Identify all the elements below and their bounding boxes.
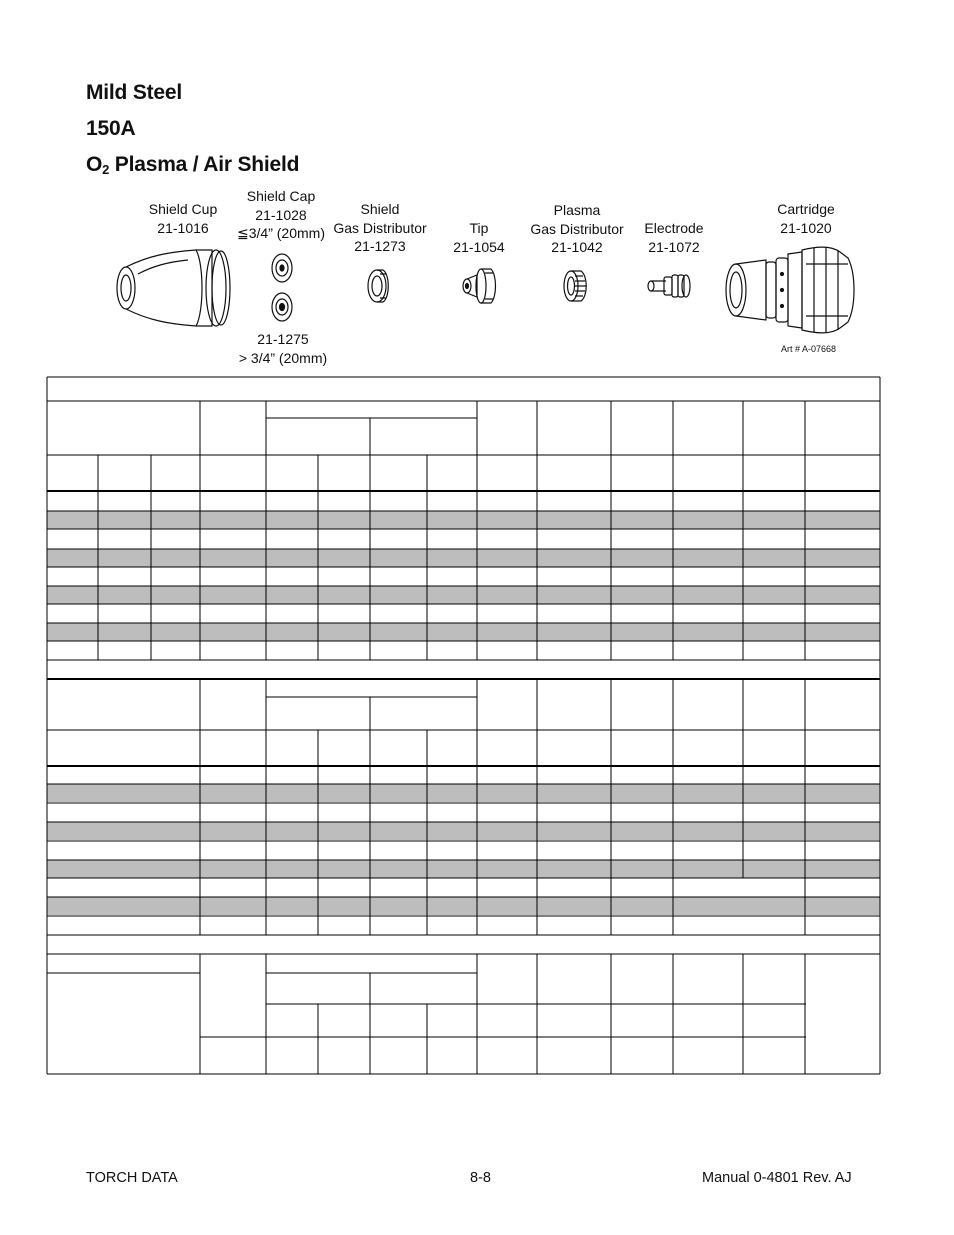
- art-number: Art # A-07668: [781, 344, 837, 354]
- shaded-row: [47, 897, 880, 915]
- shield-cap-alt-note: > 3/4” (20mm): [238, 349, 328, 366]
- electrode-number: 21-1072: [648, 238, 700, 255]
- shield-gas-distributor-number: 21-1273: [354, 238, 406, 254]
- electrode-name: Electrode: [644, 220, 704, 236]
- shield-cap-name: Shield Cap: [246, 188, 316, 204]
- shaded-row: [47, 586, 880, 604]
- gas-prefix: O: [86, 153, 103, 176]
- footer-section: TORCH DATA: [86, 1170, 178, 1186]
- gas-subscript: 2: [102, 162, 110, 177]
- footer-manual-revision: Manual 0-4801 Rev. AJ: [702, 1170, 852, 1186]
- table-row-shading: [47, 511, 880, 915]
- shaded-row: [47, 549, 880, 567]
- footer-page-number: 8-8: [470, 1170, 491, 1186]
- shield-cup-name: Shield Cup: [148, 201, 218, 217]
- shaded-row: [47, 784, 880, 802]
- tip-number: 21-1054: [453, 238, 505, 255]
- material-heading: Mild Steel: [86, 81, 183, 104]
- shaded-row: [47, 623, 880, 641]
- plasma-gas-distributor-name-2: Gas Distributor: [530, 220, 624, 237]
- shaded-row: [47, 860, 880, 878]
- cartridge-number: 21-1020: [780, 219, 832, 236]
- shield-gas-distributor-name-2: Gas Distributor: [333, 219, 427, 236]
- shaded-row: [47, 822, 880, 840]
- tip-name: Tip: [469, 220, 489, 236]
- shield-cap-note: ≦3/4” (20mm): [237, 225, 325, 241]
- shield-gas-distributor-name-1: Shield: [360, 201, 400, 217]
- shaded-row: [47, 511, 880, 529]
- plasma-gas-distributor-name-1: Plasma: [553, 202, 601, 218]
- shield-cup-number: 21-1016: [157, 219, 209, 236]
- current-heading: 150A: [86, 117, 136, 140]
- plasma-gas-distributor-number: 21-1042: [551, 239, 603, 255]
- shield-cap-alt-number: 21-1275: [257, 331, 309, 347]
- gas-suffix: Plasma / Air Shield: [109, 153, 300, 176]
- shield-cap-number: 21-1028: [255, 206, 307, 223]
- cartridge-name: Cartridge: [777, 201, 835, 217]
